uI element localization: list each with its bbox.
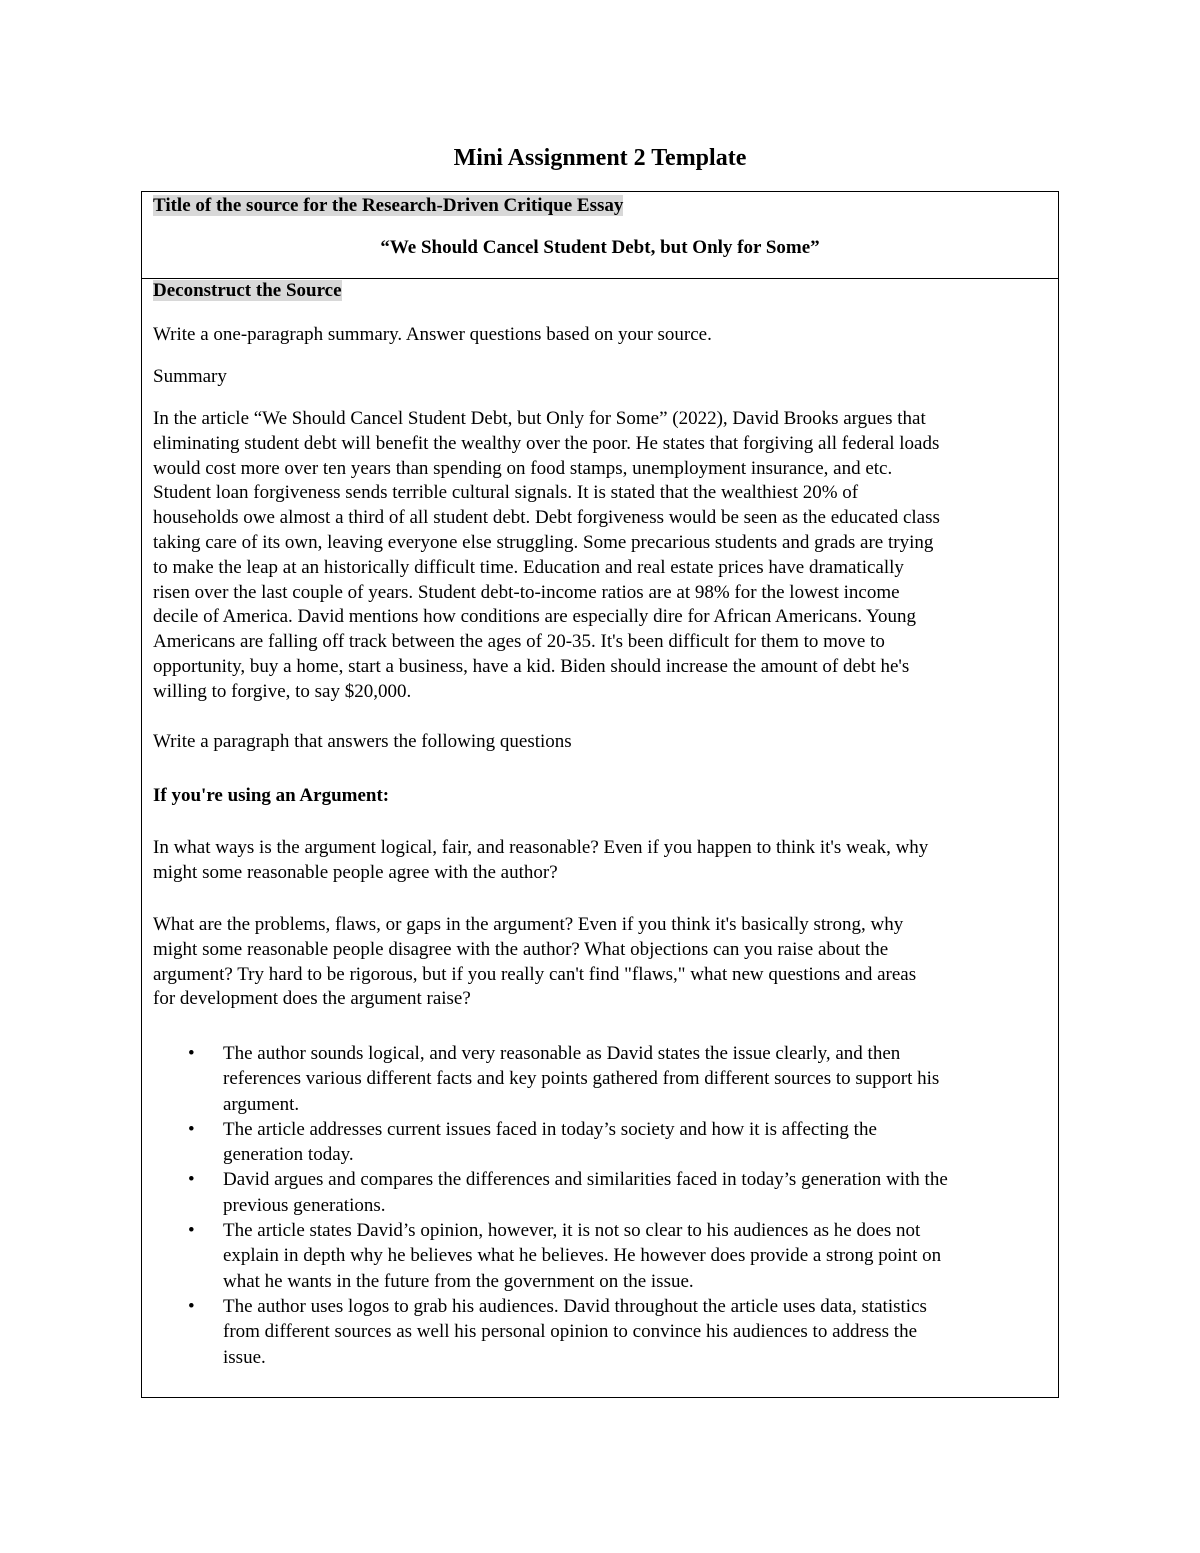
summary-label: Summary	[153, 366, 227, 387]
source-title: “We Should Cancel Student Debt, but Only for Some”	[380, 237, 820, 258]
bullet-item	[153, 1294, 1053, 1370]
summary-line: risen over the last couple of years. Student debt-to-income ratios are at 98% for the lowest income	[153, 581, 900, 603]
question-logical	[153, 836, 1053, 886]
summary-paragraph	[153, 407, 1053, 705]
question-line: argument? Try hard to be rigorous, but if you really can't find "flaws," what new questions and areas	[153, 963, 917, 985]
argument-heading: If you're using an Argument:	[153, 785, 390, 806]
deconstruct-heading-text: Deconstruct the Source	[153, 280, 342, 301]
bullet-line: The author sounds logical, and very reasonable as David states the issue clearly, and then	[223, 1043, 901, 1064]
question-line: for development does the argument raise?	[153, 988, 471, 1010]
bullet-item	[153, 1117, 1053, 1168]
assignment-table	[141, 191, 1059, 1398]
summary-line: willing to forgive, to say $20,000.	[153, 680, 412, 702]
bullet-icon: •	[188, 1043, 195, 1064]
question-line: might some reasonable people agree with the author?	[153, 861, 558, 883]
bullet-line: generation today.	[223, 1144, 354, 1166]
question-flaws	[153, 913, 1053, 1012]
summary-line: eliminating student debt will benefit the wealthy over the poor. He states that forgiving all federal loads	[153, 432, 940, 454]
bullet-line: references various different facts and key points gathered from different sources to support his	[223, 1068, 940, 1090]
bullet-line: David argues and compares the differences and similarities faced in today’s generation with the	[223, 1169, 948, 1191]
summary-line: households owe almost a third of all student debt. Debt forgiveness would be seen as the educated class	[153, 507, 940, 529]
bullet-item	[153, 1218, 1053, 1294]
summary-line: taking care of its own, leaving everyone else struggling. Some precarious students and grads are trying	[153, 531, 934, 553]
bullet-line: issue.	[223, 1346, 266, 1368]
bullet-icon: •	[188, 1295, 195, 1317]
summary-line: opportunity, buy a home, start a business, have a kid. Biden should increase the amount of debt he's	[153, 655, 910, 677]
bullet-line: The article addresses current issues faced in today’s society and how it is affecting the	[223, 1118, 877, 1140]
summary-line: Americans are falling off track between the ages of 20-35. It's been difficult for them to move to	[153, 631, 885, 653]
deconstruct-heading	[153, 279, 342, 304]
bullet-icon: •	[188, 1169, 195, 1191]
paragraph-prompt: Write a paragraph that answers the following questions	[153, 731, 572, 752]
question-line: might some reasonable people disagree with the author? What objections can you raise about the	[153, 938, 889, 960]
bullet-line: from different sources as well his personal opinion to convince his audiences to address the	[223, 1321, 918, 1343]
question-line: In what ways is the argument logical, fair, and reasonable? Even if you happen to think it's weak, why	[153, 837, 929, 858]
question-line: What are the problems, flaws, or gaps in the argument? Even if you think it's basically strong, why	[153, 914, 904, 935]
bullet-line: argument.	[223, 1093, 300, 1115]
response-bullet-list	[153, 1041, 1053, 1370]
bullet-item	[153, 1167, 1053, 1218]
bullet-icon: •	[188, 1118, 195, 1140]
summary-line: decile of America. David mentions how conditions are especially dire for African Americans. Young	[153, 606, 916, 628]
bullet-line: The article states David’s opinion, however, it is not so clear to his audiences as he does not	[223, 1220, 921, 1242]
summary-line: Student loan forgiveness sends terrible cultural signals. It is stated that the wealthiest 20% of	[153, 482, 859, 504]
source-title-cell	[142, 192, 1058, 279]
bullet-line: previous generations.	[223, 1194, 386, 1216]
summary-instruction: Write a one-paragraph summary. Answer questions based on your source.	[153, 324, 712, 345]
page-title: Mini Assignment 2 Template	[453, 145, 747, 171]
summary-line: In the article “We Should Cancel Student Debt, but Only for Some” (2022), David Brooks argues that	[153, 408, 926, 429]
bullet-item	[153, 1041, 1053, 1117]
summary-line: would cost more over ten years than spending on food stamps, unemployment insurance, and etc.	[153, 457, 893, 479]
summary-line: to make the leap at an historically difficult time. Education and real estate prices have dramatically	[153, 556, 904, 578]
bullet-line: The author uses logos to grab his audiences. David throughout the article uses data, statistics	[223, 1295, 927, 1317]
source-section-heading-text: Title of the source for the Research-Driven Critique Essay	[153, 195, 624, 216]
bullet-line: explain in depth why he believes what he believes. He however does provide a strong point on	[223, 1245, 942, 1267]
bullet-icon: •	[188, 1220, 195, 1242]
source-section-heading	[153, 194, 623, 219]
bullet-line: what he wants in the future from the government on the issue.	[223, 1270, 694, 1292]
deconstruct-cell	[142, 279, 1058, 1397]
